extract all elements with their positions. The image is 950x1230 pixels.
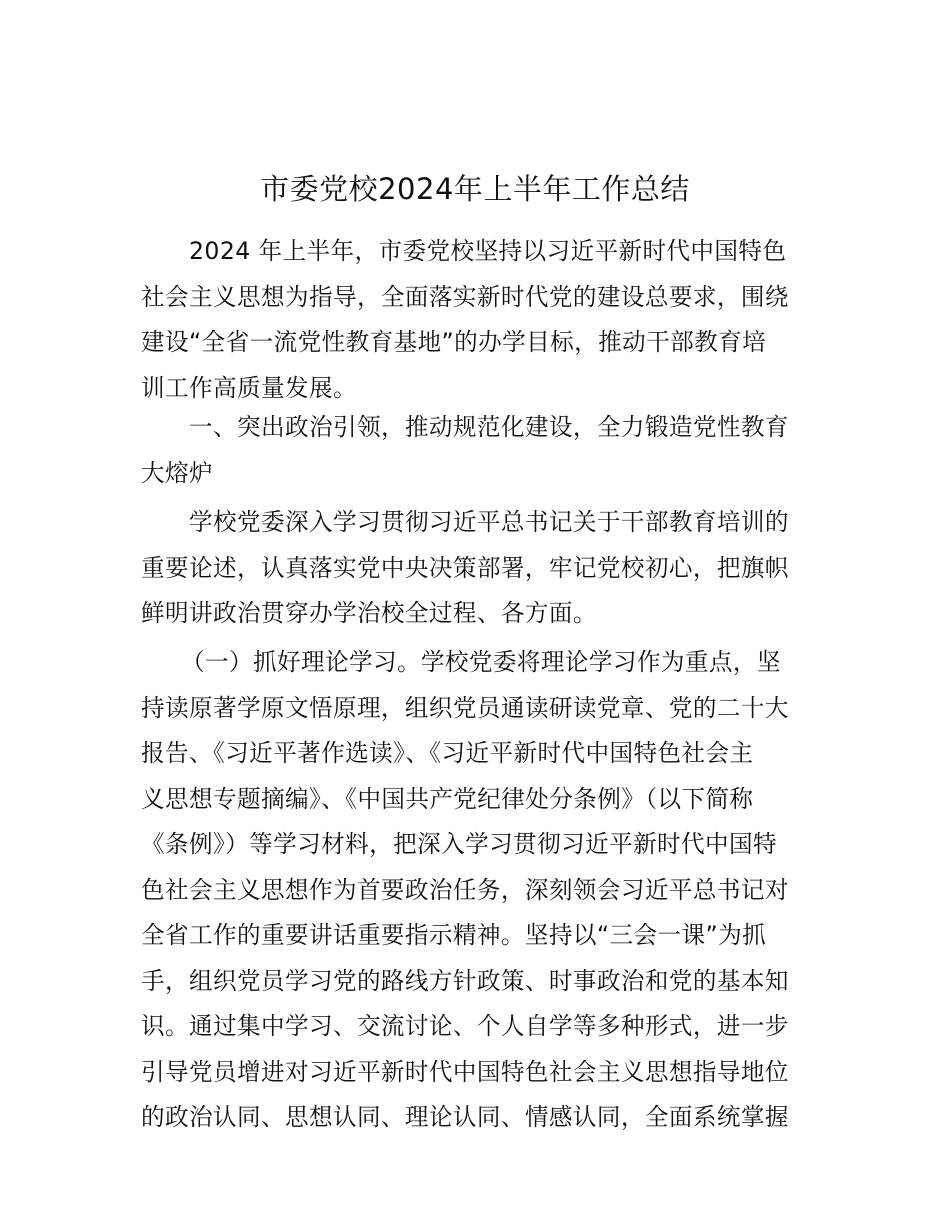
text-line: 全省工作的重要讲话重要指示精神。坚持以“三会一课”为抓 <box>141 921 767 949</box>
heading-line: 大熔炉 <box>141 458 213 487</box>
text-line: 《条例》）等学习材料，把深入学习贯彻习近平新时代中国特 <box>141 830 778 858</box>
heading-line: 一、突出政治引领，推动规范化建设，全力锻造党性教育 <box>189 413 789 441</box>
text-line: 的政治认同、思想认同、理论认同、情感认同，全面系统掌握 <box>141 1103 789 1131</box>
document-title: 市委党校2024年上半年工作总结 <box>260 172 690 206</box>
text-line: 义思想专题摘编》、《中国共产党纪律处分条例》（以下简称 <box>141 784 754 813</box>
text-line: 2024 年上半年，市委党校坚持以习近平新时代中国特色 <box>189 237 787 265</box>
text-line: 手，组织党员学习党的路线方针政策、时事政治和党的基本知 <box>141 966 789 995</box>
text-line: 重要论述，认真落实党中央决策部署，牢记党校初心，把旗帜 <box>141 553 789 582</box>
text-line: 色社会主义思想作为首要政治任务，深刻领会习近平总书记对 <box>141 875 789 904</box>
text-line: 识。通过集中学习、交流讨论、个人自学等多种形式，进一步 <box>141 1012 789 1040</box>
text-line: 报告、《习近平著作选读》、《习近平新时代中国特色社会主 <box>141 739 754 767</box>
text-line: 持读原著学原文悟原理，组织党员通读研读党章、党的二十大 <box>141 693 789 722</box>
text-line: 社会主义思想为指导，全面落实新时代党的建设总要求，围绕 <box>141 282 789 311</box>
text-line: 鲜明讲政治贯穿办学治校全过程、各方面。 <box>141 599 597 627</box>
section-1-paragraph <box>141 500 811 637</box>
text-line: 训工作高质量发展。 <box>141 373 357 402</box>
text-line: 引导党员增进对习近平新时代中国特色社会主义思想指导地位 <box>141 1057 789 1086</box>
text-line: （一）抓好理论学习。学校党委将理论学习作为重点，坚 <box>181 648 781 676</box>
text-line: 建设“全省一流党性教育基地”的办学目标，推动干部教育培 <box>141 328 767 356</box>
subsection-1-paragraph <box>141 640 811 1141</box>
intro-paragraph <box>141 229 811 411</box>
text-line: 学校党委深入学习贯彻习近平总书记关于干部教育培训的 <box>189 508 789 536</box>
section-1-heading <box>141 405 811 496</box>
